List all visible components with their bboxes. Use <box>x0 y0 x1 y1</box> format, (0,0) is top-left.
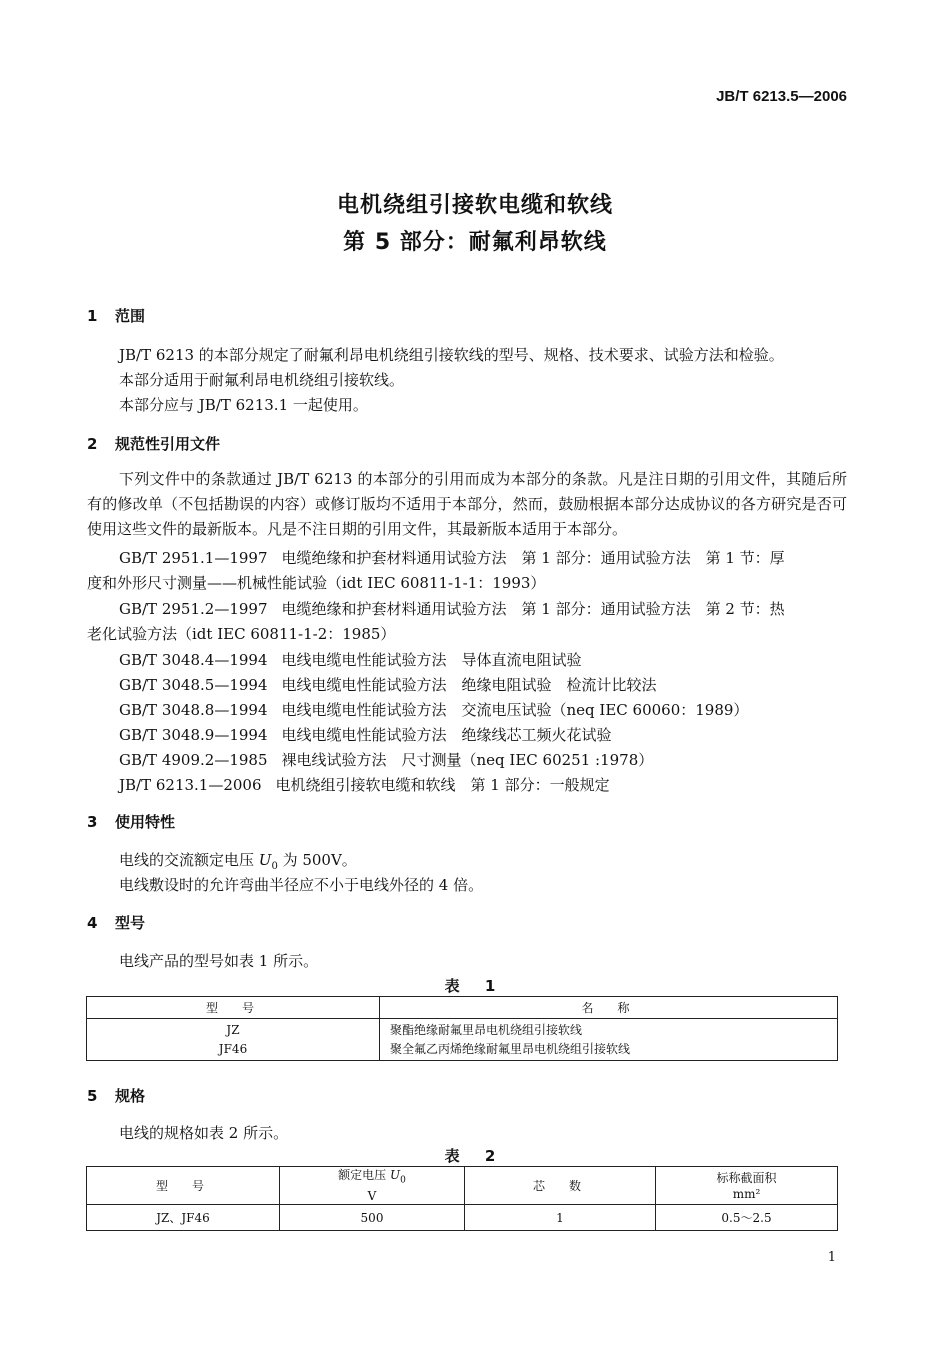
text-segment: 电线的交流额定电压 <box>119 851 259 869</box>
voltage-symbol: U <box>258 851 272 869</box>
section-2-intro: 下列文件中的条款通过 JB/T 6213 的本部分的引用而成为本部分的条款。凡是注日期的引用文件，其随后所有的修改单（不包括勘误的内容）或修订版均不适用于本部分，然而，鼓励根据本部分达成协议的各方研究是否可使用这些文件的最新版本。凡是不注日期的引用文件，其最新版本适用于本部分。 <box>87 470 847 538</box>
reference-item <box>119 674 657 695</box>
section-number: 5 <box>87 1087 98 1105</box>
document-number: JB/T 6213.5—2006 <box>716 88 847 105</box>
section-4-line: 电线产品的型号如表 1 所示。 <box>119 952 319 970</box>
reference-code: GB/T 3048.4—1994 <box>119 651 268 669</box>
table-header-voltage <box>280 1167 465 1205</box>
reference-title: 裸电线试验方法 尺寸测量（neq IEC 60251 :1978） <box>281 751 654 769</box>
reference-continuation: 老化试验方法（idt IEC 60811-1-2：1985） <box>87 625 396 643</box>
section-number: 2 <box>87 435 98 453</box>
reference-title: 电线电缆电性能试验方法 绝缘电阻试验 检流计比较法 <box>281 676 657 694</box>
reference-continuation: 度和外形尺寸测量——机械性能试验（idt IEC 60811-1-1：1993） <box>87 574 546 592</box>
title-line-1: 电机绕组引接软电缆和软线 <box>336 193 613 218</box>
table-cell-voltage: 500 <box>280 1205 465 1231</box>
section-title: 规格 <box>115 1087 146 1105</box>
table-cell-model: JZ、JF46 <box>87 1205 280 1231</box>
section-4-heading <box>87 912 145 933</box>
reference-title: 电线电缆电性能试验方法 导体直流电阻试验 <box>281 651 582 669</box>
table-cell-area: 0.5～2.5 <box>656 1205 838 1231</box>
reference-item <box>119 699 748 720</box>
table-header-model: 型 号 <box>87 997 380 1019</box>
section-title: 使用特性 <box>115 813 176 831</box>
model-value: JZ <box>226 1022 240 1037</box>
reference-item <box>119 547 785 568</box>
header-text: 额定电压 <box>338 1168 390 1182</box>
section-1-line-1: JB/T 6213 的本部分规定了耐氟利昂电机绕组引接软线的型号、规格、技术要求、试验方法和检验。 <box>119 346 784 364</box>
reference-item <box>119 749 653 770</box>
section-5-line: 电线的规格如表 2 所示。 <box>119 1124 289 1142</box>
name-value: 聚全氟乙丙烯绝缘耐氟里昂电机绕组引接软线 <box>390 1041 631 1056</box>
table-cell-cores: 1 <box>465 1205 656 1231</box>
section-3-line-1 <box>119 849 357 872</box>
reference-item <box>119 598 785 619</box>
voltage-subscript: 0 <box>400 1175 406 1186</box>
section-3-line-2: 电线敷设时的允许弯曲半径应不小于电线外径的 4 倍。 <box>119 876 484 894</box>
table-2-caption: 表 2 <box>444 1147 506 1165</box>
voltage-symbol: U <box>389 1168 401 1182</box>
model-value: JF46 <box>218 1041 248 1056</box>
table-cell-models <box>87 1019 380 1061</box>
reference-title: 电机绕组引接软电缆和软线 第 1 部分：一般规定 <box>275 776 610 794</box>
name-value: 聚酯绝缘耐氟里昂电机绕组引接软线 <box>390 1022 583 1037</box>
voltage-subscript: 0 <box>271 861 278 872</box>
table-header-model: 型 号 <box>87 1167 280 1205</box>
reference-code: GB/T 4909.2—1985 <box>119 751 268 769</box>
table-cell-names <box>380 1019 838 1061</box>
reference-code: GB/T 3048.5—1994 <box>119 676 268 694</box>
table-2 <box>86 1166 838 1231</box>
section-1-line-2: 本部分适用于耐氟利昂电机绕组引接软线。 <box>119 371 405 389</box>
reference-code: GB/T 3048.9—1994 <box>119 726 268 744</box>
header-unit: V <box>367 1189 377 1204</box>
section-number: 1 <box>87 307 98 325</box>
section-number: 4 <box>87 914 98 932</box>
section-title: 范围 <box>115 307 146 325</box>
reference-title: 电线电缆电性能试验方法 绝缘线芯工频火花试验 <box>281 726 612 744</box>
text-segment: 为 500V。 <box>277 851 357 869</box>
reference-item <box>119 649 582 670</box>
header-unit: mm² <box>732 1186 761 1201</box>
table-1 <box>86 996 838 1061</box>
reference-code: GB/T 2951.1—1997 <box>119 549 268 567</box>
section-title: 规范性引用文件 <box>115 435 221 453</box>
title-line-2: 第 5 部分：耐氟利昂软线 <box>343 230 607 255</box>
section-5-heading <box>87 1085 145 1106</box>
reference-title: 电线电缆电性能试验方法 交流电压试验（neq IEC 60060：1989） <box>281 701 749 719</box>
section-1-line-3: 本部分应与 JB/T 6213.1 一起使用。 <box>119 396 368 414</box>
reference-code: GB/T 2951.2—1997 <box>119 600 268 618</box>
table-header-cores: 芯 数 <box>465 1167 656 1205</box>
section-number: 3 <box>87 813 98 831</box>
section-2-heading <box>87 433 220 454</box>
section-title: 型号 <box>115 914 146 932</box>
reference-item <box>119 774 610 795</box>
reference-title: 电缆绝缘和护套材料通用试验方法 第 1 部分：通用试验方法 第 2 节：热 <box>281 600 785 618</box>
table-header-name: 名 称 <box>380 997 838 1019</box>
reference-title: 电缆绝缘和护套材料通用试验方法 第 1 部分：通用试验方法 第 1 节：厚 <box>281 549 785 567</box>
header-text: 标称截面积 <box>716 1170 777 1185</box>
reference-code: GB/T 3048.8—1994 <box>119 701 268 719</box>
table-header-area <box>656 1167 838 1205</box>
page-number: 1 <box>827 1250 836 1265</box>
reference-item <box>119 724 612 745</box>
section-3-heading <box>87 811 175 832</box>
section-1-heading <box>87 305 145 326</box>
table-1-caption: 表 1 <box>444 977 506 995</box>
reference-code: JB/T 6213.1—2006 <box>119 776 262 794</box>
